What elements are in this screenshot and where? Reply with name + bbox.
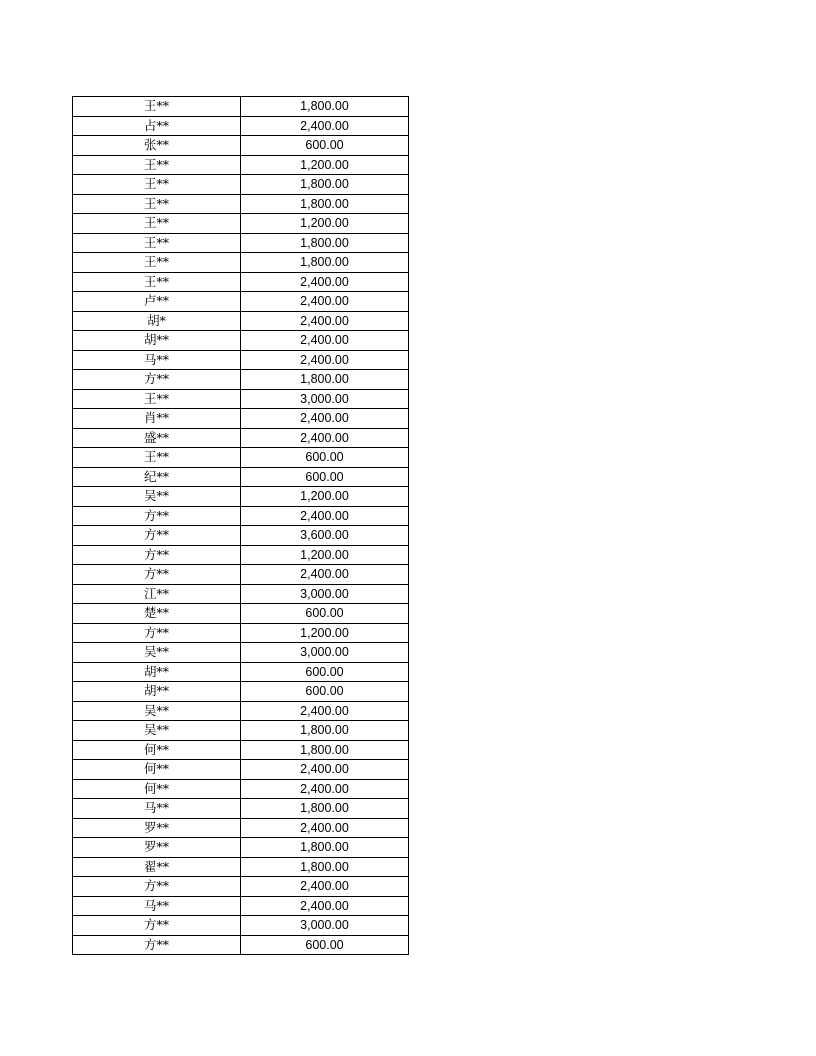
table-row — [73, 740, 409, 760]
amount-cell: 1,200.00 — [241, 155, 409, 175]
table-row — [73, 409, 409, 429]
recipient-name-cell: 胡* — [73, 311, 241, 331]
payout-table — [72, 96, 409, 955]
recipient-name-cell: 胡** — [73, 662, 241, 682]
recipient-name-cell: 方** — [73, 565, 241, 585]
amount-cell: 1,800.00 — [241, 799, 409, 819]
amount-cell: 2,400.00 — [241, 565, 409, 585]
table-row — [73, 487, 409, 507]
recipient-name-cell: 方** — [73, 370, 241, 390]
recipient-name-cell: 方** — [73, 877, 241, 897]
amount-cell: 2,400.00 — [241, 896, 409, 916]
table-row — [73, 623, 409, 643]
amount-cell: 3,000.00 — [241, 643, 409, 663]
recipient-name-cell: 方** — [73, 623, 241, 643]
table-row — [73, 428, 409, 448]
table-row — [73, 565, 409, 585]
table-row — [73, 506, 409, 526]
table-row — [73, 643, 409, 663]
amount-cell: 600.00 — [241, 467, 409, 487]
table-row — [73, 935, 409, 955]
table-row — [73, 662, 409, 682]
table-row — [73, 155, 409, 175]
table-row — [73, 760, 409, 780]
amount-cell: 2,400.00 — [241, 701, 409, 721]
recipient-name-cell: 纪** — [73, 467, 241, 487]
amount-cell: 2,400.00 — [241, 116, 409, 136]
amount-cell: 2,400.00 — [241, 877, 409, 897]
amount-cell: 600.00 — [241, 448, 409, 468]
recipient-name-cell: 王** — [73, 389, 241, 409]
amount-cell: 2,400.00 — [241, 331, 409, 351]
table-row — [73, 799, 409, 819]
amount-cell: 2,400.00 — [241, 409, 409, 429]
recipient-name-cell: 占** — [73, 116, 241, 136]
table-row — [73, 896, 409, 916]
table-row — [73, 350, 409, 370]
recipient-name-cell: 王** — [73, 175, 241, 195]
amount-cell: 3,000.00 — [241, 389, 409, 409]
amount-cell: 600.00 — [241, 136, 409, 156]
table-row — [73, 311, 409, 331]
table-row — [73, 331, 409, 351]
recipient-name-cell: 罗** — [73, 838, 241, 858]
recipient-name-cell: 吴** — [73, 701, 241, 721]
recipient-name-cell: 何** — [73, 779, 241, 799]
recipient-name-cell: 卢** — [73, 292, 241, 312]
table-row — [73, 448, 409, 468]
table-row — [73, 701, 409, 721]
amount-cell: 1,800.00 — [241, 370, 409, 390]
table-row — [73, 194, 409, 214]
recipient-name-cell: 盛** — [73, 428, 241, 448]
amount-cell: 2,400.00 — [241, 350, 409, 370]
amount-cell: 3,000.00 — [241, 916, 409, 936]
amount-cell: 2,400.00 — [241, 760, 409, 780]
table-row — [73, 272, 409, 292]
amount-cell: 2,400.00 — [241, 506, 409, 526]
amount-cell: 1,200.00 — [241, 487, 409, 507]
recipient-name-cell: 吴** — [73, 487, 241, 507]
recipient-name-cell: 方** — [73, 545, 241, 565]
table-row — [73, 721, 409, 741]
recipient-name-cell: 王** — [73, 194, 241, 214]
amount-cell: 600.00 — [241, 662, 409, 682]
table-row — [73, 584, 409, 604]
recipient-name-cell: 马** — [73, 896, 241, 916]
amount-cell: 1,800.00 — [241, 194, 409, 214]
recipient-name-cell: 楚** — [73, 604, 241, 624]
amount-cell: 1,800.00 — [241, 253, 409, 273]
table-row — [73, 116, 409, 136]
table-row — [73, 233, 409, 253]
recipient-name-cell: 张** — [73, 136, 241, 156]
table-row — [73, 97, 409, 117]
amount-cell: 1,200.00 — [241, 623, 409, 643]
amount-cell: 2,400.00 — [241, 818, 409, 838]
amount-cell: 600.00 — [241, 604, 409, 624]
table-row — [73, 467, 409, 487]
table-row — [73, 389, 409, 409]
table-row — [73, 779, 409, 799]
payout-table-body — [73, 97, 409, 955]
table-row — [73, 370, 409, 390]
recipient-name-cell: 马** — [73, 799, 241, 819]
recipient-name-cell: 方** — [73, 526, 241, 546]
recipient-name-cell: 翟** — [73, 857, 241, 877]
recipient-name-cell: 王** — [73, 233, 241, 253]
amount-cell: 3,000.00 — [241, 584, 409, 604]
recipient-name-cell: 肖** — [73, 409, 241, 429]
recipient-name-cell: 王** — [73, 155, 241, 175]
table-row — [73, 838, 409, 858]
amount-cell: 2,400.00 — [241, 311, 409, 331]
recipient-name-cell: 胡** — [73, 682, 241, 702]
recipient-name-cell: 王** — [73, 253, 241, 273]
table-row — [73, 857, 409, 877]
recipient-name-cell: 胡** — [73, 331, 241, 351]
amount-cell: 1,800.00 — [241, 175, 409, 195]
amount-cell: 600.00 — [241, 682, 409, 702]
recipient-name-cell: 何** — [73, 740, 241, 760]
amount-cell: 2,400.00 — [241, 272, 409, 292]
table-row — [73, 818, 409, 838]
recipient-name-cell: 王** — [73, 448, 241, 468]
recipient-name-cell: 何** — [73, 760, 241, 780]
amount-cell: 1,800.00 — [241, 97, 409, 117]
recipient-name-cell: 罗** — [73, 818, 241, 838]
amount-cell: 1,800.00 — [241, 740, 409, 760]
table-row — [73, 214, 409, 234]
table-row — [73, 175, 409, 195]
table-row — [73, 253, 409, 273]
recipient-name-cell: 吴** — [73, 721, 241, 741]
amount-cell: 1,800.00 — [241, 233, 409, 253]
amount-cell: 600.00 — [241, 935, 409, 955]
table-row — [73, 292, 409, 312]
recipient-name-cell: 马** — [73, 350, 241, 370]
table-row — [73, 604, 409, 624]
table-row — [73, 526, 409, 546]
amount-cell: 2,400.00 — [241, 428, 409, 448]
table-row — [73, 877, 409, 897]
recipient-name-cell: 江** — [73, 584, 241, 604]
amount-cell: 3,600.00 — [241, 526, 409, 546]
amount-cell: 1,800.00 — [241, 838, 409, 858]
recipient-name-cell: 王** — [73, 272, 241, 292]
table-row — [73, 916, 409, 936]
recipient-name-cell: 王** — [73, 214, 241, 234]
amount-cell: 1,200.00 — [241, 214, 409, 234]
recipient-name-cell: 吴** — [73, 643, 241, 663]
amount-cell: 2,400.00 — [241, 779, 409, 799]
amount-cell: 1,800.00 — [241, 857, 409, 877]
recipient-name-cell: 方** — [73, 916, 241, 936]
amount-cell: 1,200.00 — [241, 545, 409, 565]
table-row — [73, 545, 409, 565]
amount-cell: 1,800.00 — [241, 721, 409, 741]
table-row — [73, 136, 409, 156]
recipient-name-cell: 方** — [73, 935, 241, 955]
table-row — [73, 682, 409, 702]
recipient-name-cell: 王** — [73, 97, 241, 117]
amount-cell: 2,400.00 — [241, 292, 409, 312]
recipient-name-cell: 方** — [73, 506, 241, 526]
